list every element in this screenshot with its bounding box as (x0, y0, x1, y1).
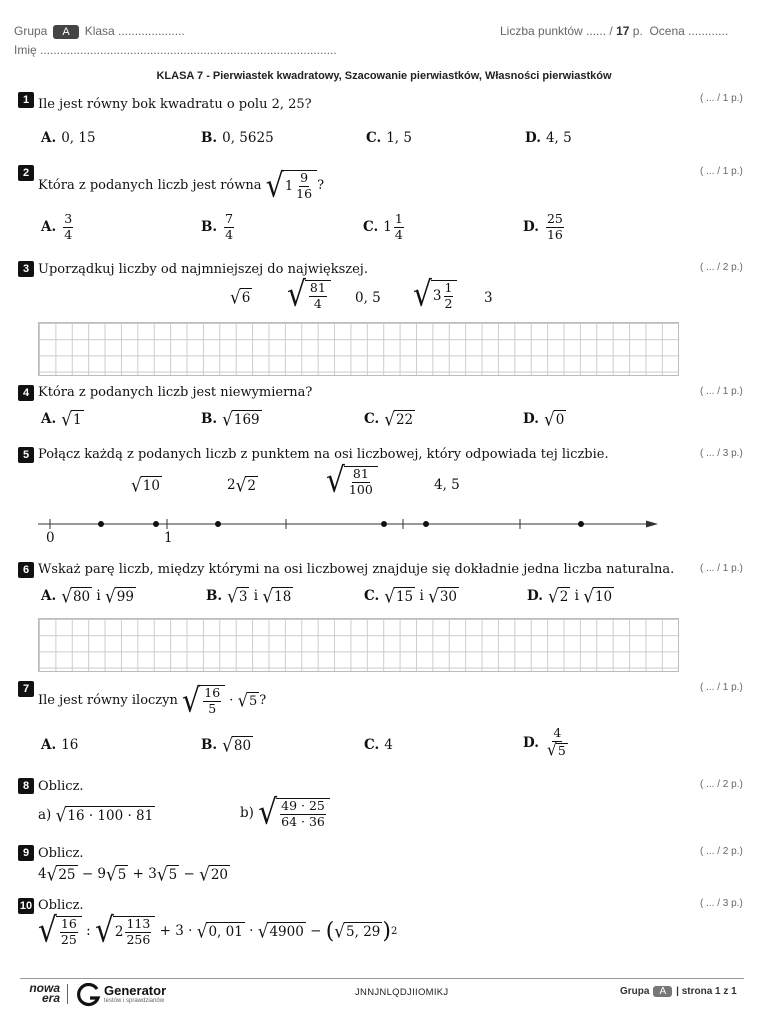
question-number-10: 10 (19, 900, 33, 912)
answer-4b[interactable]: B. √ 169 (201, 408, 260, 431)
question-points-1: ( ... / 1 p.) (700, 93, 743, 104)
question-points-7: ( ... / 1 p.) (700, 682, 743, 693)
answer-2b[interactable]: B. $\frac{7}{4}$ (201, 211, 234, 242)
question-number-4: 4 (18, 385, 34, 401)
question-number-9: 9 (18, 845, 34, 861)
answer-1c[interactable] (366, 130, 412, 146)
tick-label-1: 1 (164, 530, 173, 546)
number-2sqrt2: 2 √ 2 (227, 474, 256, 497)
question-number-7: 7 (18, 681, 34, 697)
points-label: Liczba punktów ...... / (500, 24, 613, 38)
answer-label: C. (364, 588, 380, 604)
point-f[interactable] (578, 521, 584, 527)
question-points-10: ( ... / 3 p.) (700, 898, 743, 909)
point-d[interactable] (381, 521, 387, 527)
answer-label: C. (364, 411, 380, 427)
answer-label: C. (366, 130, 382, 146)
answer-7c[interactable] (364, 737, 393, 753)
answer-label: A. (41, 411, 57, 427)
answer-label: C. (364, 737, 380, 753)
answer-value: 0, 5625 (222, 130, 274, 146)
logo-text-top: nowa (29, 981, 60, 995)
answer-value: 4 (384, 737, 393, 753)
answer-7d[interactable]: D. 4 √ 5 (523, 725, 566, 760)
number-sqrt-81-4: √ $\frac{81}{4}$ (287, 280, 331, 310)
footer-divider (20, 978, 744, 979)
answer-label: B. (201, 219, 218, 235)
answer-label: D. (525, 130, 541, 146)
question-points-3: ( ... / 2 p.) (700, 262, 743, 273)
group-badge: A (53, 25, 78, 39)
number-line (30, 512, 670, 552)
answer-4a[interactable]: A. √ 1 (41, 408, 82, 431)
answer-label: B. (201, 411, 218, 427)
answer-label: D. (523, 411, 539, 427)
answer-1a[interactable] (41, 130, 96, 146)
answer-value: 1, 5 (386, 130, 412, 146)
answer-6b[interactable]: B. √ 3 i √ 18 (206, 585, 292, 608)
question-points-5: ( ... / 3 p.) (700, 448, 743, 459)
answer-label: A. (41, 737, 57, 753)
name-field: Imię ......................................................................................... (14, 43, 337, 57)
answer-grid-6[interactable] (38, 618, 679, 672)
question-number-8: 8 (18, 778, 34, 794)
generator-subtitle: testów i sprawdzianów (104, 998, 165, 1004)
question-text-8: Oblicz. (38, 779, 84, 794)
page-title: KLASA 7 - Pierwiastek kwadratowy, Szacowanie pierwiastków, Własności pierwiastków (156, 70, 612, 82)
answer-label: C. (363, 219, 379, 235)
question-text-7: Ile jest równy iloczyn √ $\frac{16}{5}$ · √ 5 ? (38, 680, 267, 721)
question-text-2: Która z podanych liczb jest równa √ 1 $\frac{9}{16}$ ? (38, 165, 325, 206)
question-text-3: Uporządkuj liczby od najmniejszej do największej. (38, 262, 368, 277)
question-text: Która z podanych liczb jest równa (38, 177, 262, 193)
logo-divider (67, 984, 68, 1004)
number-sqrt-3-1-2: √ 3 $\frac{1}{2}$ (413, 280, 457, 310)
answer-label: B. (201, 737, 218, 753)
answer-4c[interactable]: C. √ 22 (364, 408, 414, 431)
answer-label: B. (206, 588, 223, 604)
answer-2c[interactable]: C. 1 $\frac{1}{4}$ (363, 211, 403, 242)
answer-value: 16 (61, 737, 79, 753)
question-number-6: 6 (18, 562, 34, 578)
answer-4d[interactable]: D. √ 0 (523, 408, 565, 431)
number-sqrt-81-100: √ $\frac{81}{100}$ (326, 466, 378, 496)
answer-1b[interactable] (201, 130, 274, 146)
answer-value: 0, 15 (61, 130, 96, 146)
answer-label: D. (527, 588, 543, 604)
grade-field: Ocena ............ (649, 24, 729, 38)
answer-7a[interactable] (41, 737, 78, 753)
footer-page-number: | strona 1 z 1 (676, 986, 737, 997)
generator-brand (104, 984, 166, 1005)
question-points-9: ( ... / 2 p.) (700, 846, 743, 857)
point-b[interactable] (153, 521, 159, 527)
logo-text-bottom: era (41, 991, 60, 1005)
expression-9: 4 √ 25 − 9 √ 5 + 3 √ 5 − √ 20 (38, 863, 229, 886)
footer-group-badge: A (653, 986, 672, 997)
arrow-icon (646, 521, 658, 528)
question-points-6: ( ... / 1 p.) (700, 563, 743, 574)
answer-6d[interactable]: D. √ 2 i √ 10 (527, 585, 613, 608)
group-field (14, 24, 185, 39)
number-0-5: 0, 5 (355, 290, 381, 306)
answer-2a[interactable]: A. $\frac{3}{4}$ (41, 211, 73, 242)
question-points-2: ( ... / 1 p.) (700, 166, 743, 177)
point-e[interactable] (423, 521, 429, 527)
point-a[interactable] (98, 521, 104, 527)
points-suffix: p. (632, 24, 643, 38)
answer-6c[interactable]: C. √ 15 i √ 30 (364, 585, 457, 608)
point-c[interactable] (215, 521, 221, 527)
expression-8a: a) √ 16 · 100 · 81 (38, 804, 154, 827)
tick-label-0: 0 (46, 530, 55, 546)
question-text-6: Wskaż parę liczb, między którymi na osi liczbowej znajduje się dokładnie jedna liczba naturalna. (38, 562, 675, 577)
group-label: Grupa (14, 24, 48, 38)
answer-grid-3[interactable] (38, 322, 679, 376)
question-number-2: 2 (18, 165, 34, 181)
question-number-3: 3 (18, 261, 34, 277)
question-text-9: Oblicz. (38, 846, 84, 861)
answer-label: D. (523, 734, 539, 751)
answer-label: A. (41, 219, 57, 235)
answer-2d[interactable]: D. $\frac{25}{16}$ (523, 211, 563, 242)
generator-title: Generator (104, 983, 167, 998)
answer-6a[interactable]: A. √ 80 i √ 99 (41, 585, 134, 608)
footer-page-info (620, 986, 737, 997)
points-field (500, 24, 728, 38)
number-3: 3 (484, 290, 493, 306)
generator-logo-icon (77, 983, 101, 1007)
answer-7b[interactable]: B. √ 80 (201, 734, 252, 757)
answer-label: D. (523, 219, 539, 235)
question-points-8: ( ... / 2 p.) (700, 779, 743, 790)
question-points-4: ( ... / 1 p.) (700, 386, 743, 397)
class-field: Klasa .................... (84, 24, 185, 38)
answer-value: 4, 5 (545, 130, 572, 146)
answer-label: B. (201, 130, 218, 146)
question-number-1: 1 (18, 92, 34, 108)
number-4-5: 4, 5 (434, 477, 460, 493)
answer-label: A. (41, 130, 57, 146)
number-sqrt10: √ 10 (131, 474, 160, 497)
footer-group-label: Grupa (620, 986, 650, 997)
points-max: 17 (616, 24, 630, 38)
expression-10: √ $\frac{16}{25}$ : √ 2 $\frac{113}{256}$ + 3 · √ 0, 01 · √ 4900 − ( √ 5, 29 ) 2 (38, 910, 398, 951)
question-number-5: 5 (18, 447, 34, 463)
expression-8b: b) √ $\frac{49 \cdot 25}{64 \cdot 36}$ (240, 798, 330, 828)
question-text: Ile jest równy iloczyn (38, 692, 178, 708)
question-text-1: Ile jest równy bok kwadratu o polu 2, 25? (38, 97, 312, 112)
answer-label: A. (41, 588, 57, 604)
answer-1d[interactable] (525, 130, 572, 146)
question-text-4: Która z podanych liczb jest niewymierna? (38, 385, 313, 400)
number-sqrt6: √ 6 (230, 286, 251, 309)
test-code: JNNJNLQDJIIOMIKJ (355, 987, 449, 998)
sqrt-expression: √ 1 $\frac{9}{16}$ (266, 170, 317, 200)
question-text-10: Oblicz. (38, 898, 84, 913)
nowa-era-logo (24, 983, 60, 1003)
question-text-5: Połącz każdą z podanych liczb z punktem na osi liczbowej, który odpowiada tej liczbie. (38, 447, 609, 462)
